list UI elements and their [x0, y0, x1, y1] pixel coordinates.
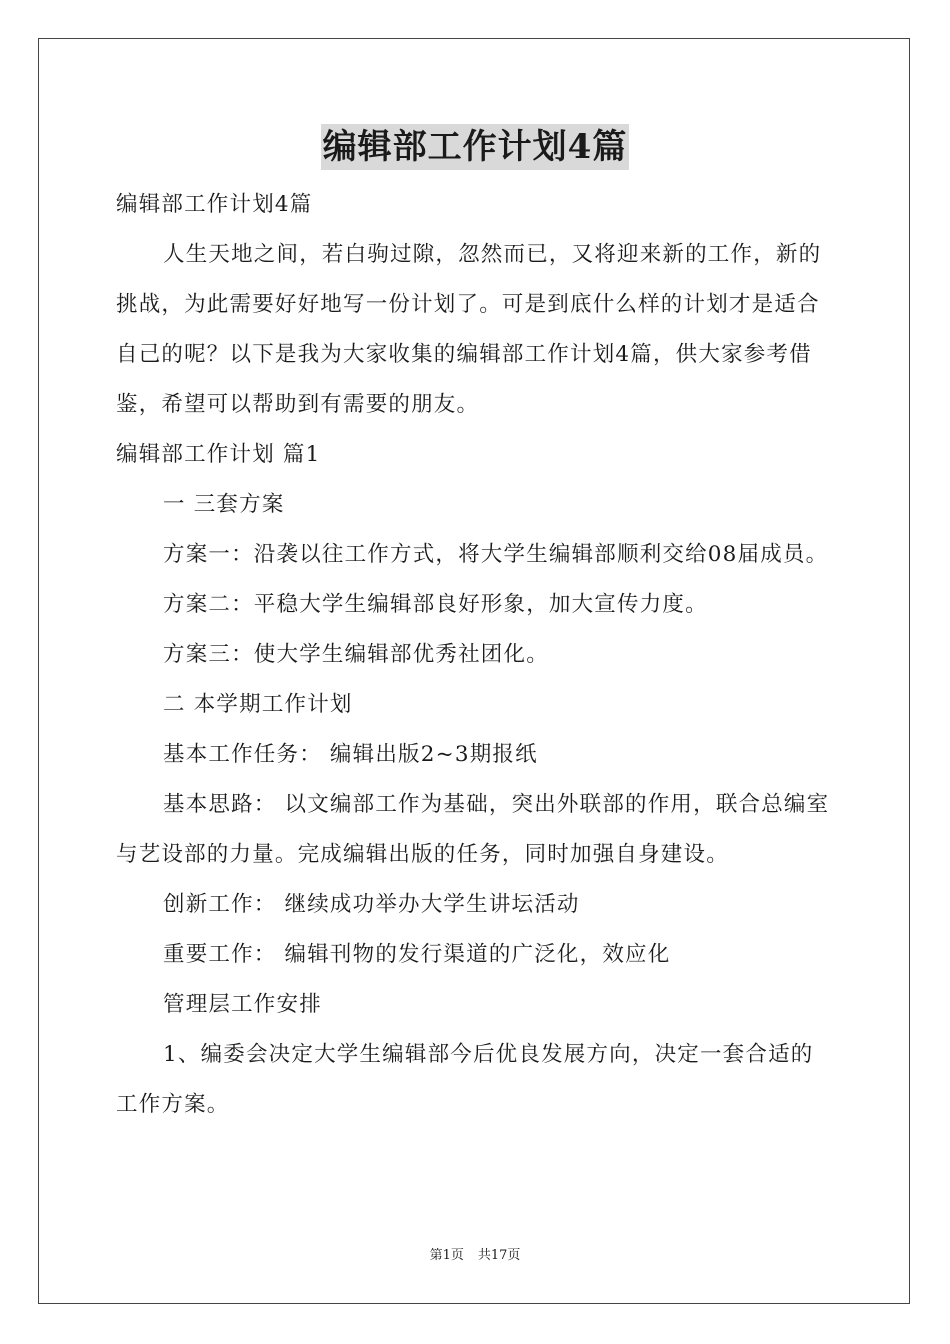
subheading-semester-plan: 二 本学期工作计划 [163, 692, 353, 717]
title-container [0, 124, 950, 170]
innovation-work: 创新工作： 继续成功举办大学生讲坛活动 [163, 892, 580, 917]
page-footer [0, 1248, 950, 1264]
document-title: 编辑部工作计划4篇 [321, 124, 630, 170]
page-number: 第1页 [429, 1248, 464, 1263]
management-arrangement: 管理层工作安排 [163, 992, 322, 1017]
subheading-three-plans: 一 三套方案 [163, 492, 285, 517]
editorial-committee-item: 1、编委会决定大学生编辑部今后优良发展方向，决定一套合适的工作方案。 [116, 1042, 814, 1117]
plan-two: 方案二：平稳大学生编辑部良好形象，加大宣传力度。 [163, 592, 708, 617]
important-work: 重要工作： 编辑刊物的发行渠道的广泛化，效应化 [163, 942, 671, 967]
section-heading: 编辑部工作计划 篇1 [116, 442, 321, 467]
subtitle-line: 编辑部工作计划4篇 [116, 192, 313, 217]
intro-paragraph: 人生天地之间，若白驹过隙，忽然而已，又将迎来新的工作，新的挑战，为此需要好好地写一份计划了。可是到底什么样的计划才是适合自己的呢？以下是我为大家收集的编辑部工作计划4篇，供大家参考借鉴，希望可以帮助到有需要的朋友。 [116, 242, 822, 417]
basic-approach: 基本思路： 以文编部工作为基础，突出外联部的作用，联合总编室与艺设部的力量。完成编辑出版的任务，同时加强自身建设。 [116, 792, 830, 867]
plan-three: 方案三：使大学生编辑部优秀社团化。 [163, 642, 549, 667]
page-total: 共17页 [477, 1248, 521, 1263]
document-body [116, 180, 836, 1130]
plan-one: 方案一：沿袭以往工作方式，将大学生编辑部顺利交给08届成员。 [163, 542, 829, 567]
basic-task: 基本工作任务： 编辑出版2~3期报纸 [163, 742, 538, 767]
